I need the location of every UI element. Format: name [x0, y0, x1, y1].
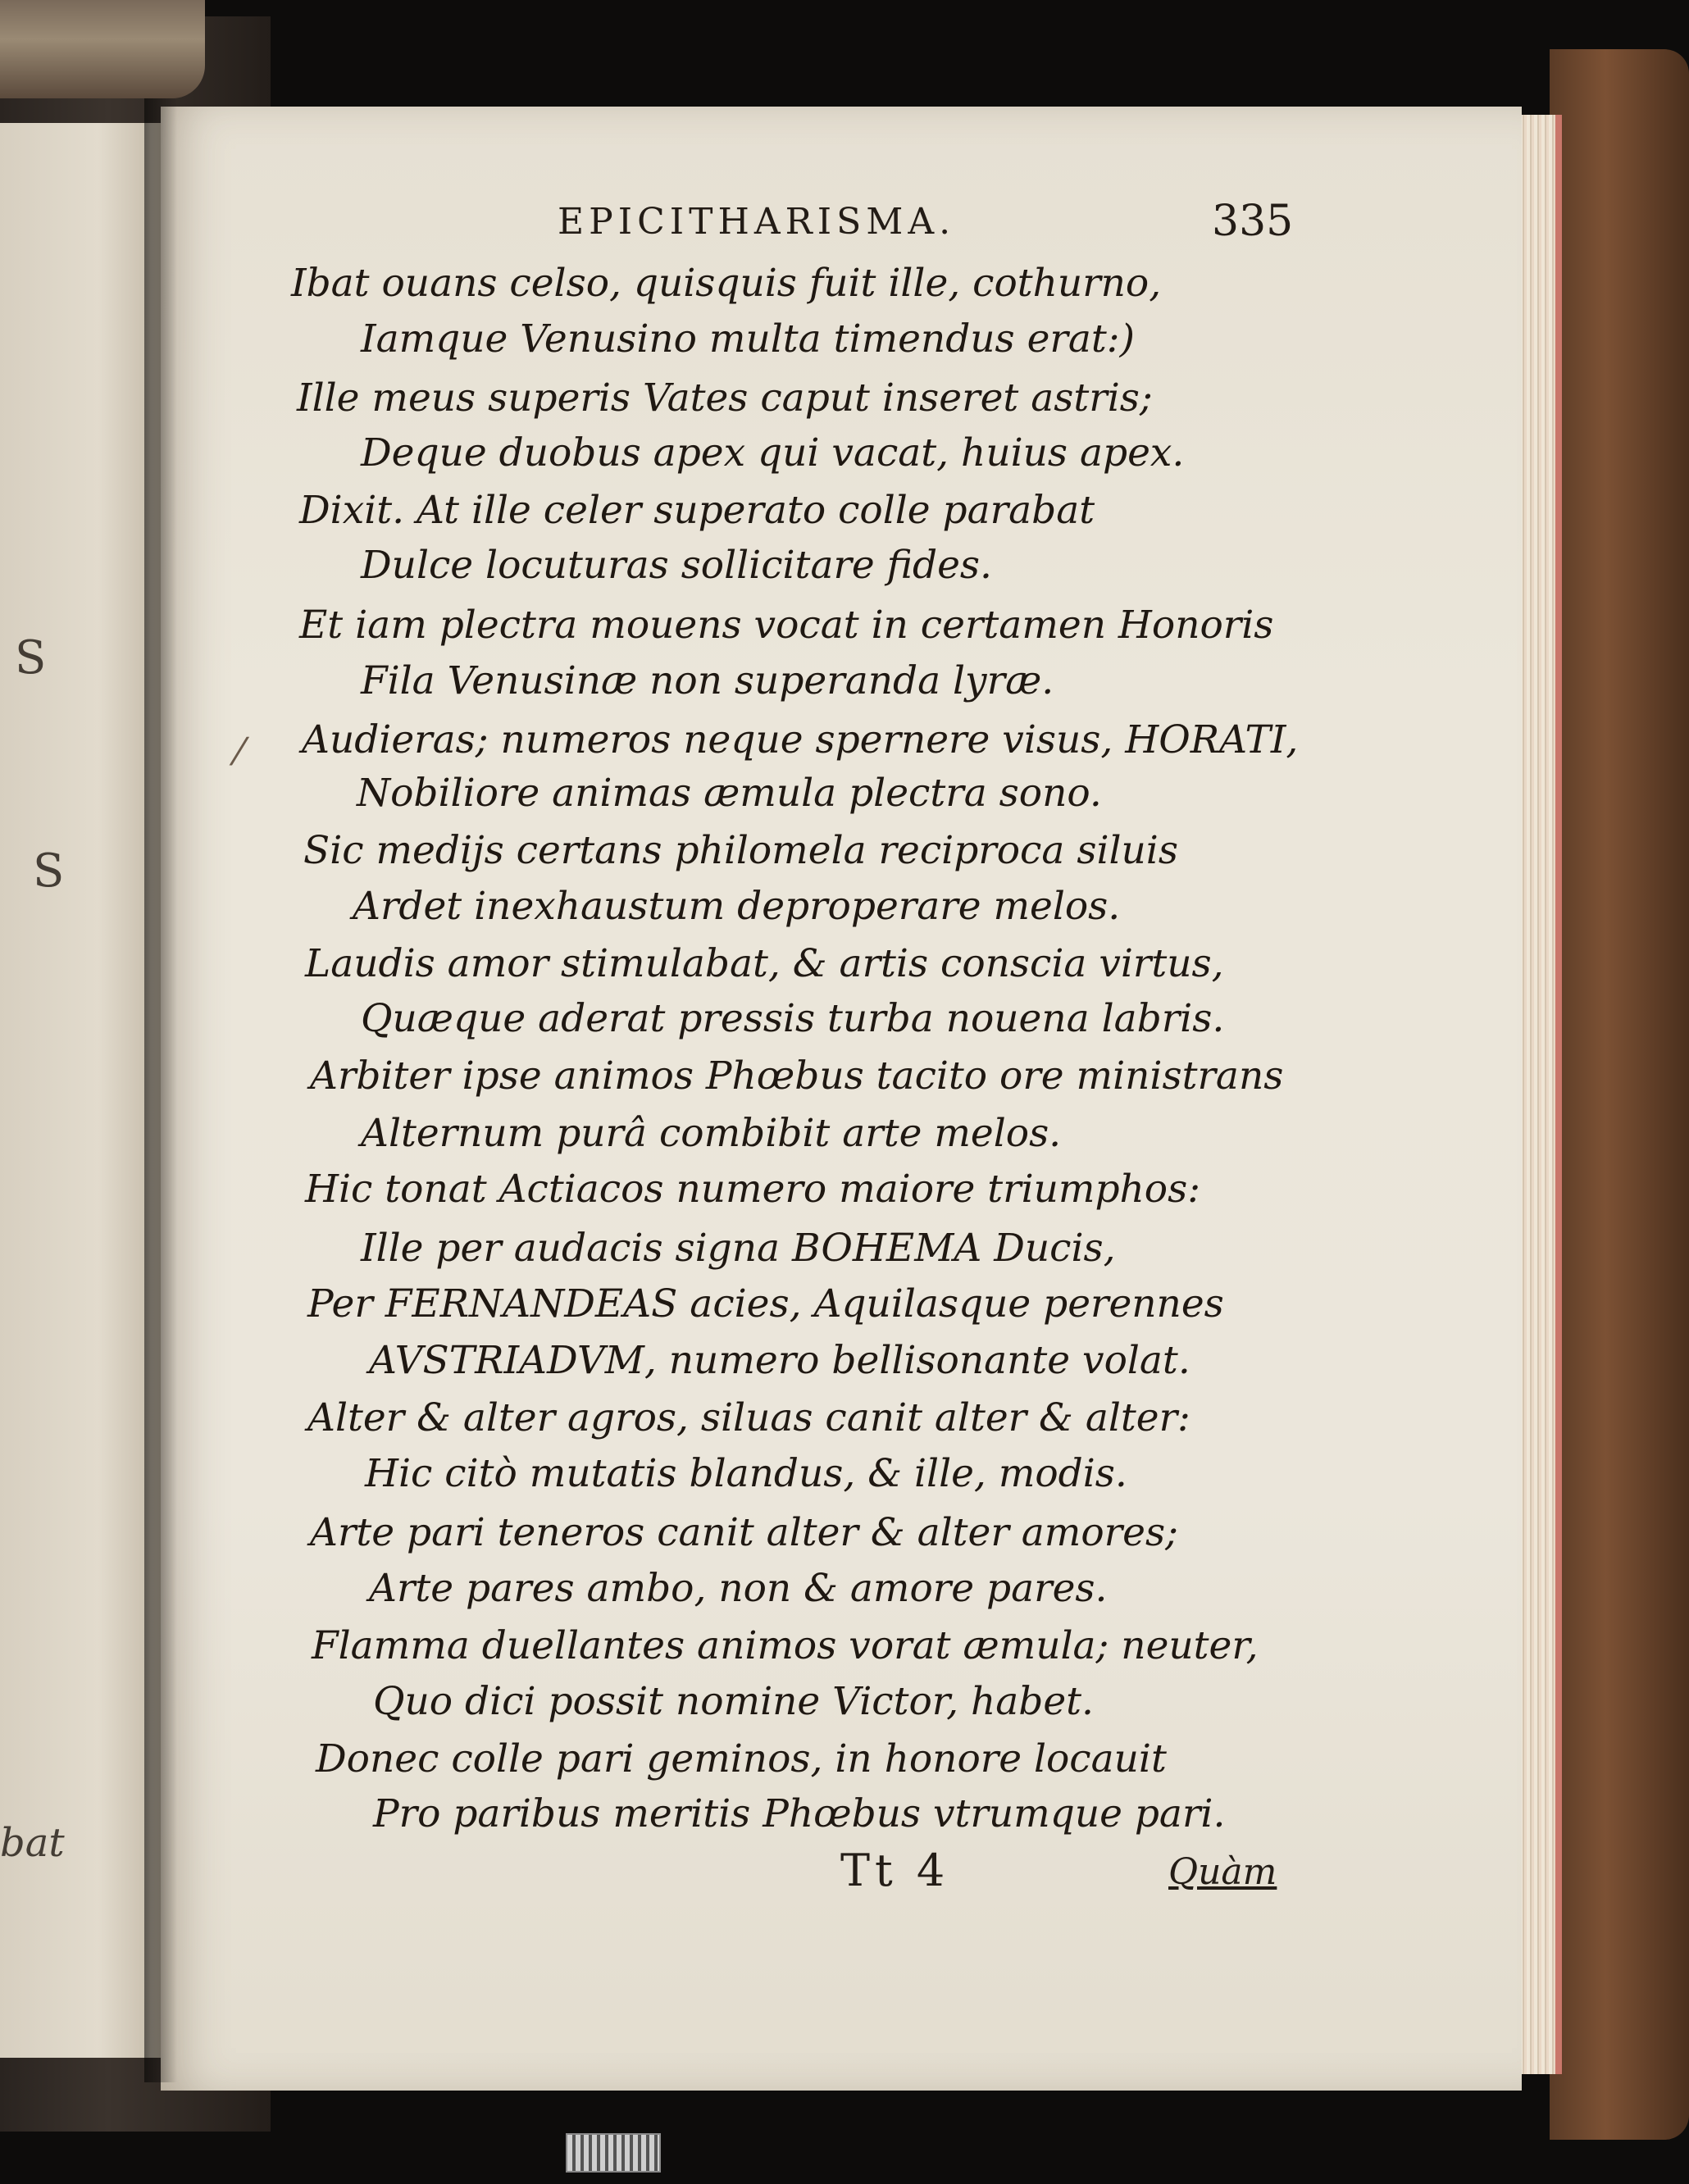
left-page-fragment: S [15, 631, 47, 685]
verse-line: Dulce locuturas sollicitare fides. [361, 543, 992, 588]
verse-line: Dixit. At ille celer superato colle parabat [299, 488, 1095, 533]
running-head: EPICITHARISMA. [558, 201, 956, 243]
headband [0, 0, 205, 98]
verse-line: Hic tonat Actiacos numero maiore triumphos: [305, 1167, 1201, 1212]
verse-line: Alternum purâ combibit arte melos. [361, 1111, 1062, 1156]
verse-line: Deque duobus apex qui vacat, huius apex. [361, 430, 1185, 475]
back-cover [1550, 49, 1689, 2140]
verse-line: Et iam plectra mouens vocat in certamen Honoris [299, 603, 1274, 648]
verse-line: Quæque aderat pressis turba nouena labris. [361, 996, 1225, 1041]
verse-line: Ille meus superis Vates caput inseret astris; [297, 375, 1153, 421]
verse-line: Per FERNANDEAS acies, Aquilasque perennes [307, 1281, 1224, 1326]
verse-line: Laudis amor stimulabat, & artis conscia virtus, [305, 941, 1224, 986]
left-page-fragment: S [33, 844, 65, 898]
verse-line: Ille per audacis signa BOHEMA Ducis, [361, 1226, 1116, 1271]
verse-line: Donec colle pari geminos, in honore locauit [316, 1736, 1167, 1781]
left-page-fragment: bat [0, 1820, 65, 1866]
verse-line: Alter & alter agros, siluas canit alter & alter: [307, 1395, 1190, 1440]
verse-line: Hic citò mutatis blandus, & ille, modis. [365, 1451, 1127, 1496]
verse-line: Flamma duellantes animos vorat æmula; neuter, [312, 1623, 1259, 1668]
library-stamp [566, 2133, 661, 2173]
catchword: Quàm [1168, 1851, 1277, 1893]
margin-mark: ⁄ [236, 730, 243, 774]
verse-line: Arte pares ambo, non & amore pares. [369, 1566, 1108, 1611]
signature-mark: Tt 4 [840, 1845, 950, 1896]
verse-line: Arbiter ipse animos Phœbus tacito ore ministrans [310, 1053, 1284, 1099]
verse-line: Fila Venusinæ non superanda lyræ. [361, 658, 1054, 703]
verse-line: Sic medijs certans philomela reciproca siluis [303, 828, 1178, 873]
verse-line: Audieras; numeros neque spernere visus, HORATI, [302, 717, 1299, 762]
verse-line: Quo dici possit nomine Victor, habet. [373, 1679, 1094, 1724]
gutter-shadow [144, 98, 177, 2082]
verse-line: Nobiliore animas æmula plectra sono. [357, 771, 1102, 816]
verse-line: AVSTRIADVM, numero bellisonante volat. [369, 1338, 1190, 1383]
verse-line: Pro paribus meritis Phœbus vtrumque pari. [373, 1791, 1226, 1836]
verse-line: Ibat ouans celso, quisquis fuit ille, cothurno, [291, 261, 1162, 306]
page-number: 335 [1212, 197, 1294, 246]
verse-line: Ardet inexhaustum deproperare melos. [353, 884, 1121, 929]
verse-line: Arte pari teneros canit alter & alter amores; [310, 1510, 1178, 1555]
left-page [0, 123, 164, 2058]
verse-line: Iamque Venusino multa timendus erat:) [361, 316, 1135, 362]
